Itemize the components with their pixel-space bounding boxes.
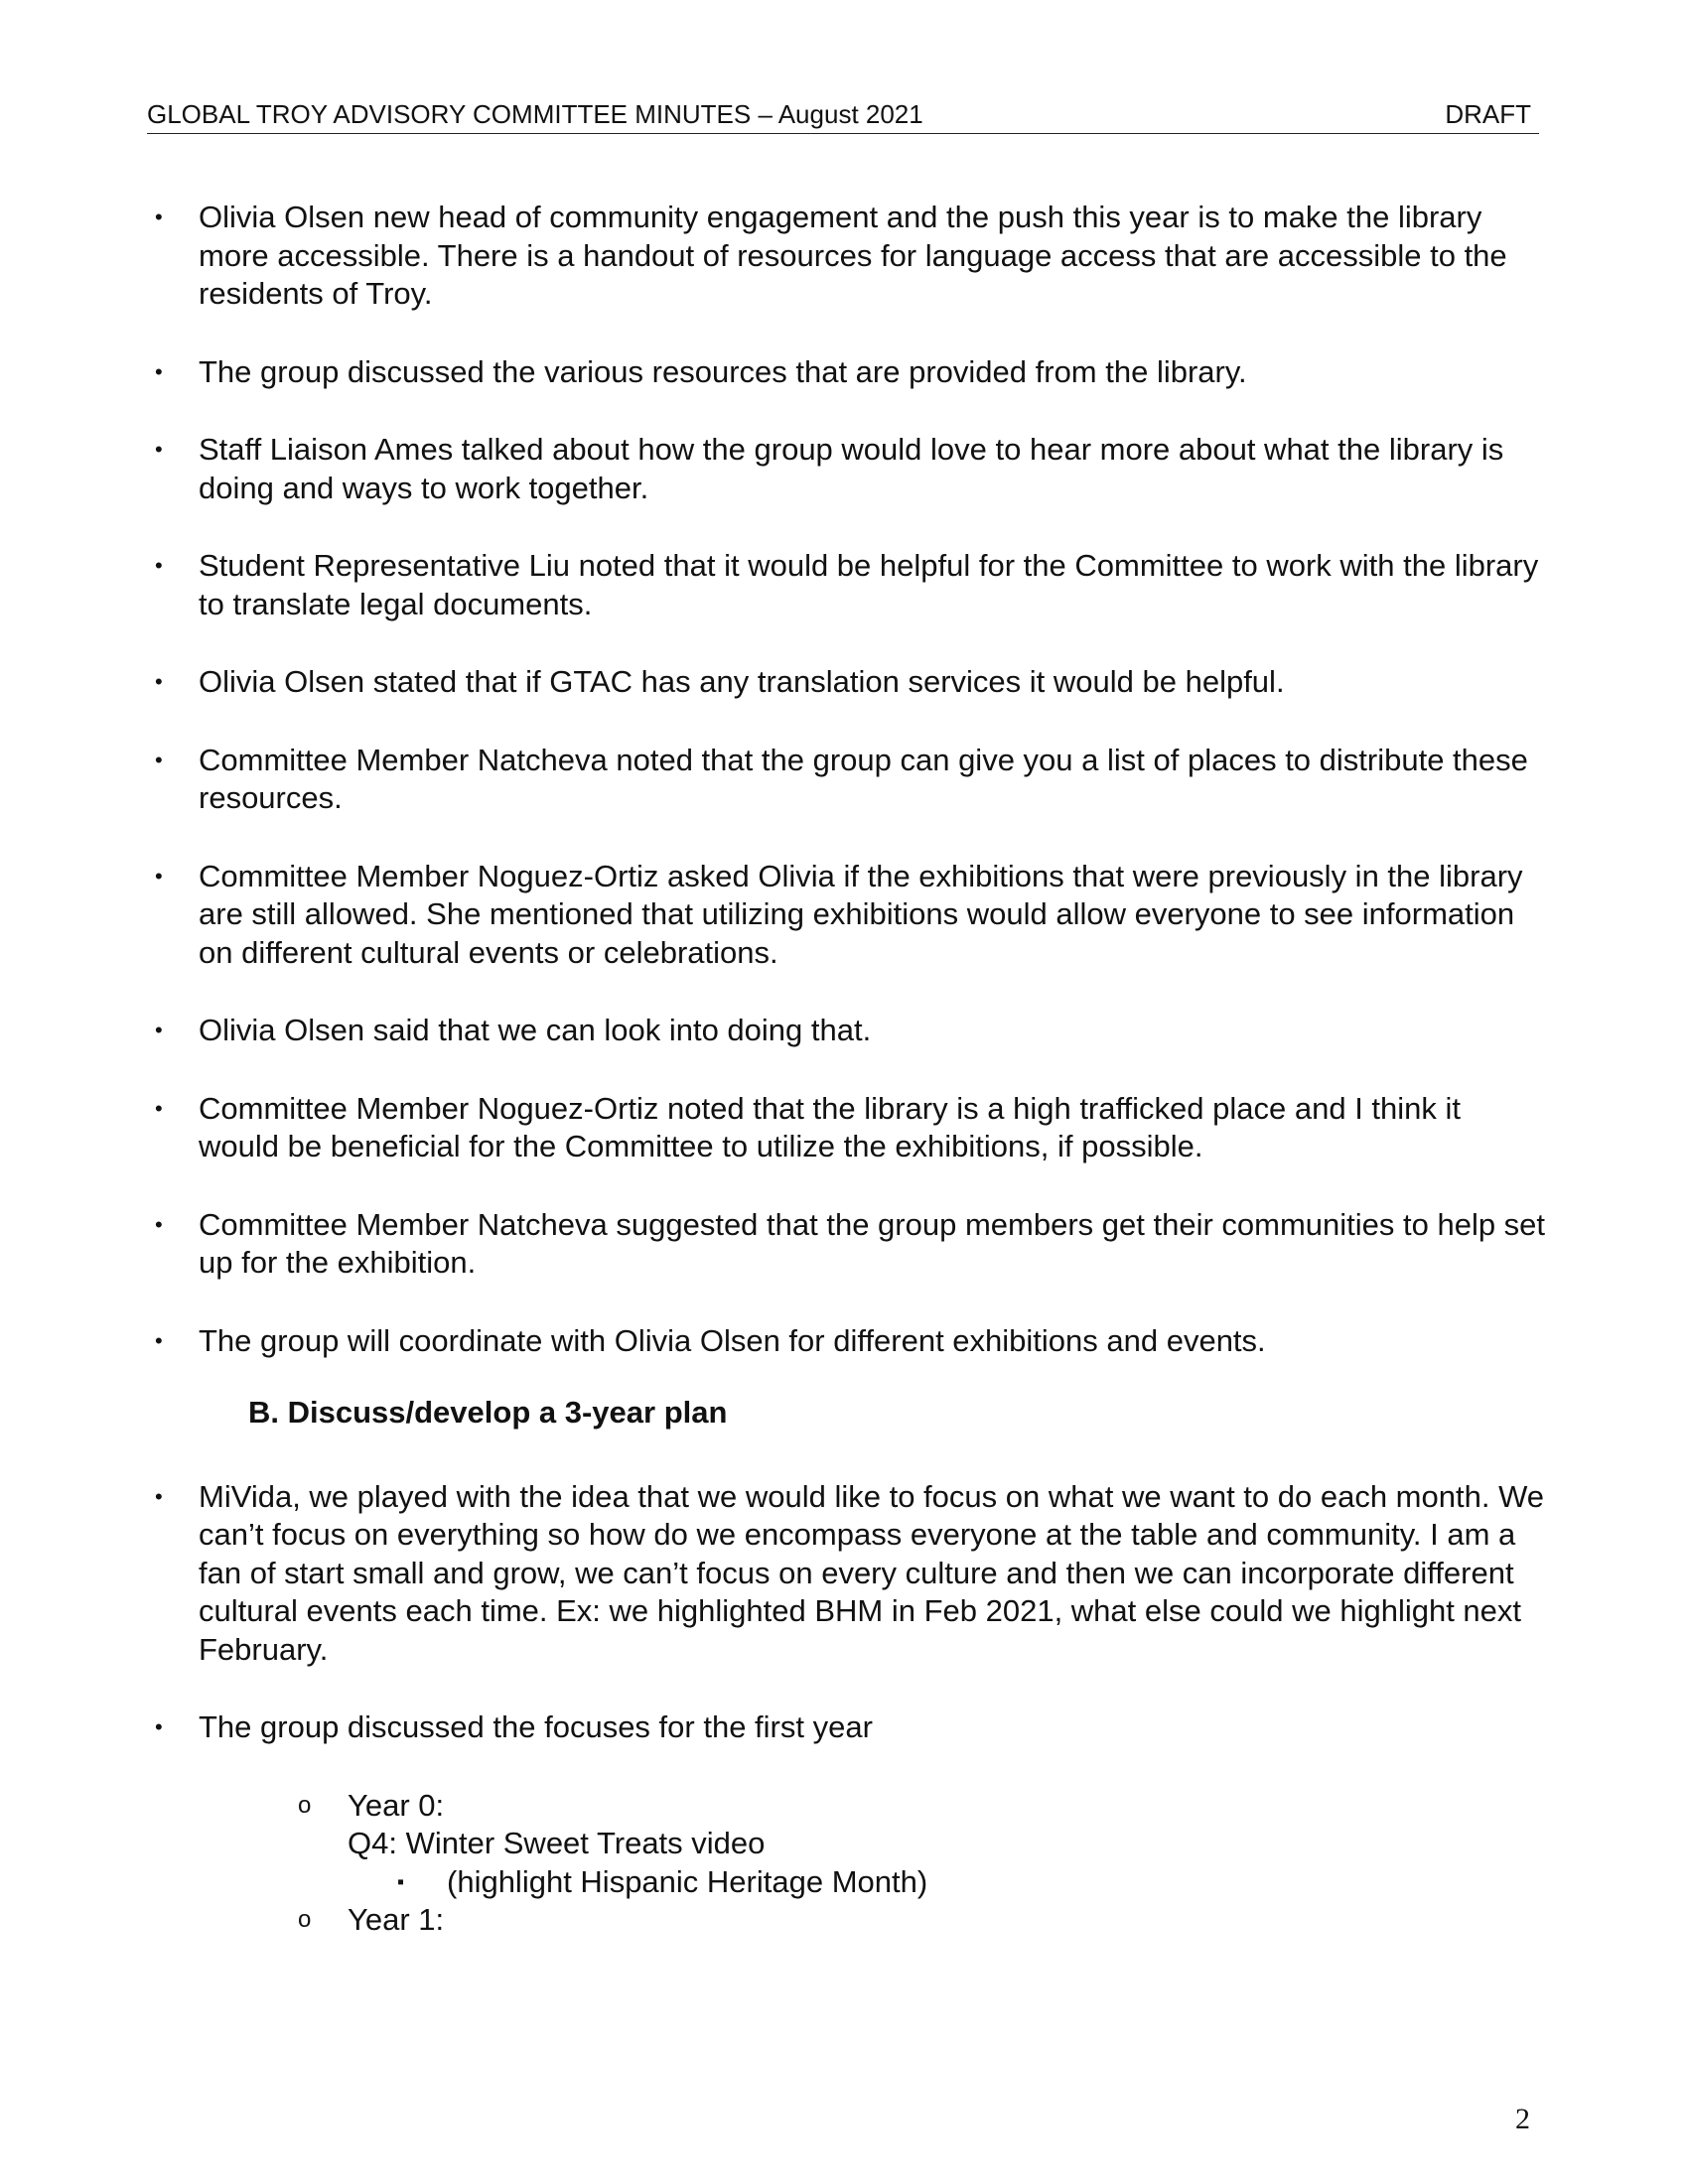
list-item [147, 1012, 1547, 1050]
bullet-icon: • [155, 205, 163, 229]
nested-item-text: (highlight Hispanic Heritage Month) [447, 1863, 928, 1899]
list-item [147, 742, 1547, 818]
bullet-icon: • [155, 863, 163, 888]
list-item-text: Olivia Olsen new head of community engagement and the push this year is to make the library more accessible. There is a handout of resources for language access that are accessible to the residents of Troy. [199, 200, 1507, 311]
list-item [147, 547, 1547, 623]
list-item [147, 663, 1547, 702]
bullet-icon: • [155, 1483, 163, 1509]
list-item-text: Committee Member Natcheva suggested that the group members get their communities to help set up for the exhibition. [199, 1206, 1546, 1280]
sublist-item-year-0 [147, 1787, 1547, 1826]
page-header [147, 99, 1539, 134]
square-bullet-icon: ▪ [397, 1870, 405, 1893]
list-item [147, 1708, 1547, 1747]
list-item [147, 858, 1547, 973]
list-item [147, 199, 1547, 314]
document-body [147, 199, 1547, 1940]
draft-label: DRAFT [1445, 99, 1531, 129]
list-item-text: The group discussed the focuses for the first year [199, 1709, 873, 1744]
list-item-text: Committee Member Noguez-Ortiz asked Olivia if the exhibitions that were previously in the library are still allowed. She mentioned that utilizing exhibitions would allow everyone to see information on different cultural events or celebrations. [199, 858, 1523, 970]
bullet-icon: • [155, 747, 163, 772]
document-title: GLOBAL TROY ADVISORY COMMITTEE MINUTES – August 2021 [147, 99, 923, 129]
plan-sublist [147, 1787, 1547, 1940]
bullet-icon: • [155, 1327, 163, 1353]
bullet-icon: • [155, 553, 163, 578]
list-item-text: Student Representative Liu noted that it would be helpful for the Committee to work with the library to translate legal documents. [199, 548, 1539, 621]
list-item-text: MiVida, we played with the idea that we would like to focus on what we want to do each month. We can’t focus on everything so how do we encompass everyone at the table and community. I am a fan of start small and grow, we can’t focus on every culture and then we can incorporate different cultural events each time. Ex: we highlighted BHM in Feb 2021, what else could we highlight next February. [199, 1478, 1545, 1667]
list-item-text: Committee Member Noguez-Ortiz noted that the library is a high trafficked place and I think it would be beneficial for the Committee to utilize the exhibitions, if possible. [199, 1090, 1462, 1163]
list-item [147, 431, 1547, 507]
list-item-text: Olivia Olsen stated that if GTAC has any translation services it would be helpful. [199, 664, 1285, 699]
circle-bullet-icon: o [298, 1791, 312, 1819]
section-heading: B. Discuss/develop a 3-year plan [248, 1395, 728, 1430]
year-label: Year 0: [348, 1787, 445, 1823]
bullet-icon: • [155, 1018, 163, 1042]
bullet-icon: • [155, 1095, 163, 1121]
list-item-text: The group discussed the various resources that are provided from the library. [199, 353, 1247, 389]
page-number: 2 [1515, 2103, 1530, 2135]
list-item-text: Staff Liaison Ames talked about how the group would love to hear more about what the library is doing and ways to work together. [199, 432, 1504, 505]
sublist-item-year-1 [147, 1901, 1547, 1940]
list-item-text: Olivia Olsen said that we can look into doing that. [199, 1013, 872, 1047]
list-item [147, 1478, 1547, 1670]
bullet-icon: • [155, 1714, 163, 1739]
circle-bullet-icon: o [298, 1906, 312, 1933]
list-item [147, 1322, 1547, 1361]
bullet-icon: • [155, 1211, 163, 1237]
bullet-icon: • [155, 358, 163, 384]
quarter-line: Q4: Winter Sweet Treats video [348, 1826, 766, 1860]
list-item [147, 353, 1547, 392]
list-item [147, 1090, 1547, 1166]
bullet-icon: • [155, 437, 163, 462]
bullet-icon: • [155, 669, 163, 694]
list-item-text: Committee Member Natcheva noted that the group can give you a list of places to distribute these resources. [199, 742, 1528, 815]
list-item-text: The group will coordinate with Olivia Olsen for different exhibitions and events. [199, 1322, 1266, 1358]
nested-list-item [147, 1863, 1547, 1902]
list-item [147, 1206, 1547, 1283]
year-label: Year 1: [348, 1902, 445, 1937]
